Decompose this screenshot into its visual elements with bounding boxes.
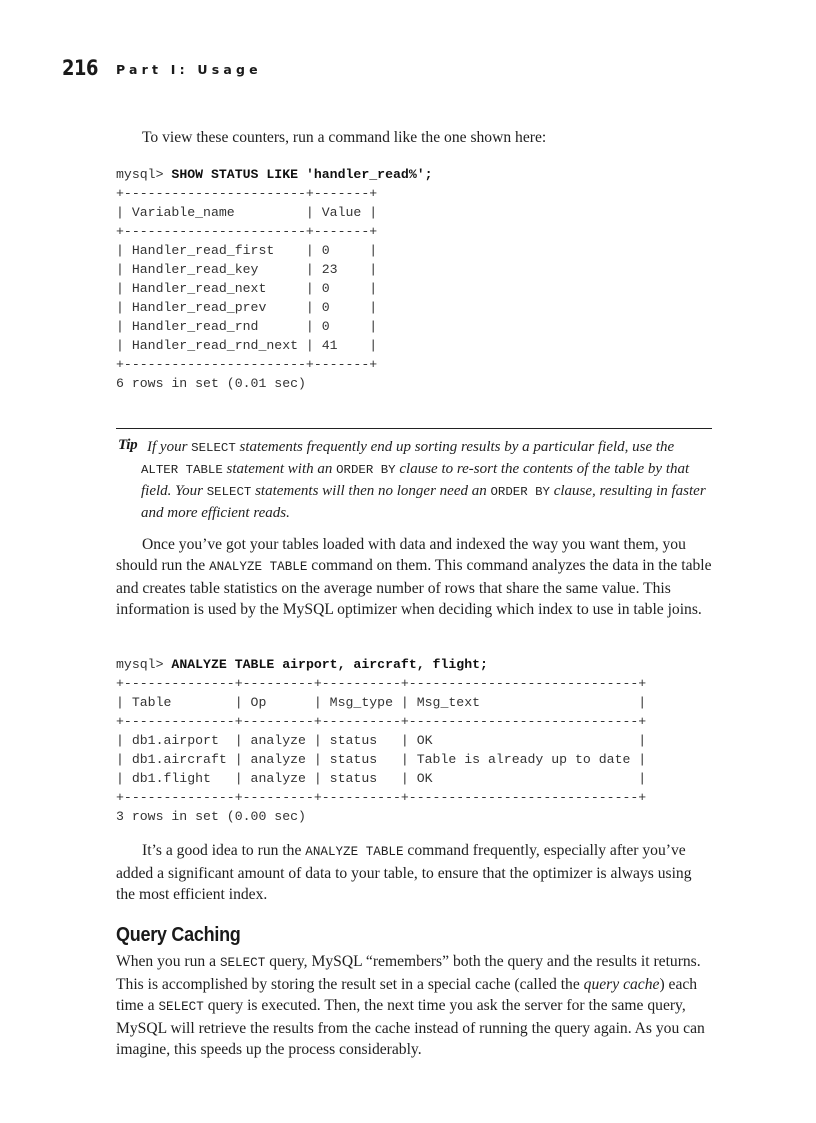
- text-part: query, MySQL “remembers” both the query and the results it returns. This is accomplished by storing the result set in a special cache (called the: [116, 953, 701, 993]
- part-label: Part I: Usage: [116, 62, 262, 77]
- tip-text: [141, 437, 715, 524]
- code-block-analyze: [116, 655, 646, 826]
- code-prompt: mysql>: [116, 657, 172, 672]
- text-part: command frequently, especially after you’ve added a significant amount of data to your table, to ensure that the optimizer is always using the most efficient index.: [116, 842, 692, 903]
- text-part: It’s a good idea to run the: [142, 842, 306, 859]
- inline-code: ANALYZE TABLE: [209, 560, 308, 574]
- text-part: ) each time a: [116, 976, 698, 1014]
- code-command: SHOW STATUS LIKE 'handler_read%';: [171, 167, 433, 182]
- text-part: When you run a: [116, 953, 220, 970]
- text-part: query is executed. Then, the next time you ask the server for the same query, MySQL will retrieve the results from the cache instead of running the query again. As you can imagine, this speeds up the process considerably.: [116, 997, 705, 1058]
- emphasis-term: query cache: [583, 976, 660, 993]
- intro-paragraph: To view these counters, run a command like the one shown here:: [142, 129, 547, 146]
- tip-text-part: If your: [147, 439, 192, 455]
- code-output: +-----------------------+-------+ | Variable_name | Value | +-----------------------+-------+ | Handler_read_first | 0 | | Handler_read_key | 23 | | Handler_read_next | 0 | | Handler_read_prev | 0 | | Handler_read_rnd | 0 | | Handler_read_rnd_next | 41 | +-----------------------+-------+ 6 rows in set (0.01 sec): [116, 186, 378, 391]
- inline-code: ALTER TABLE: [141, 463, 223, 477]
- inline-code: ORDER BY: [490, 485, 550, 499]
- tip-text-part: clause to re-sort the contents of the table by that field. Your: [141, 461, 690, 499]
- page-number: 216: [62, 56, 98, 80]
- code-command: ANALYZE TABLE airport, aircraft, flight;: [171, 657, 488, 672]
- tip-text-part: clause, resulting in faster and more efficient reads.: [141, 483, 706, 521]
- section-heading: Query Caching: [116, 924, 241, 946]
- inline-code: ORDER BY: [336, 463, 396, 477]
- tip-label: Tip: [118, 437, 138, 453]
- inline-code: SELECT: [158, 1000, 204, 1014]
- text-part: Once you’ve got your tables loaded with data and indexed the way you want them, you should run the: [116, 536, 686, 574]
- code-prompt: mysql>: [116, 167, 172, 182]
- inline-code: ANALYZE TABLE: [305, 845, 404, 859]
- code-block-show-status: [116, 165, 433, 393]
- text-part: command on them. This command analyzes the data in the table and creates table statistics on the average number of rows that share the same value. This information is used by the MySQL optimizer when deciding which index to use in table joins.: [116, 557, 712, 618]
- tip-divider: [116, 428, 712, 429]
- analyze-paragraph: [116, 534, 714, 620]
- inline-code: SELECT: [219, 956, 266, 970]
- inline-code: SELECT: [206, 485, 252, 499]
- tip-text-part: statements will then no longer need an: [251, 483, 491, 499]
- inline-code: SELECT: [191, 441, 236, 455]
- frequency-paragraph: [116, 840, 714, 905]
- tip-text-part: statement with an: [222, 461, 337, 477]
- code-output: +--------------+---------+----------+-----------------------------+ | Table | Op | Msg_type | Msg_text | +--------------+---------+----------+-----------------------------+ | db1.airport | analyze | status | OK | | db1.aircraft | analyze | status | Table is already up to date | | db1.flight | analyze | status | OK | +--------------+---------+----------+-----------------------------+ 3 rows in set (0.00 sec): [116, 676, 647, 824]
- tip-text-part: statements frequently end up sorting results by a particular field, use the: [235, 439, 675, 455]
- query-cache-paragraph: [116, 951, 714, 1060]
